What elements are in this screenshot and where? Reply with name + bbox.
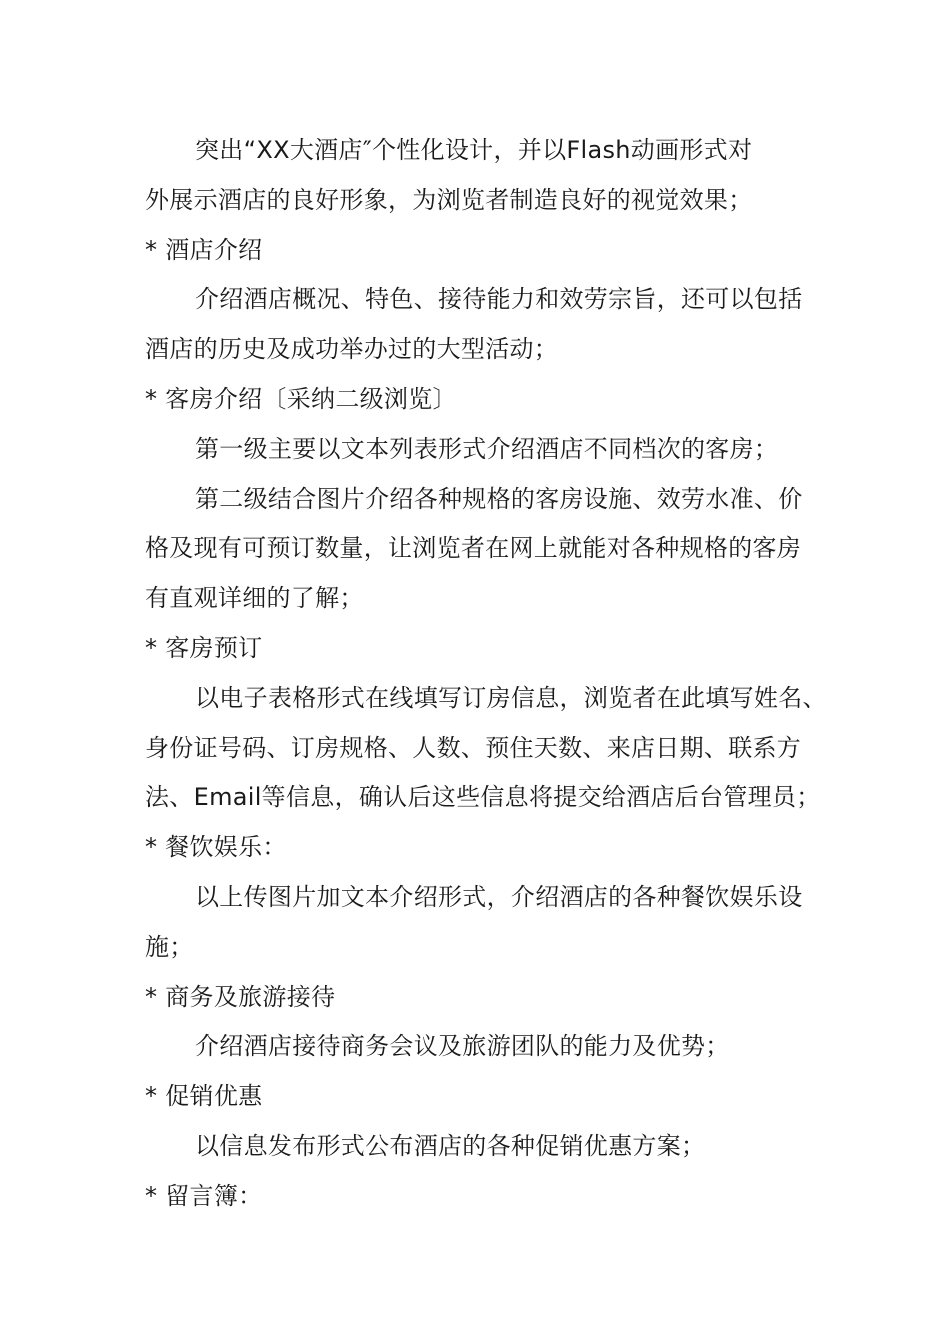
- paragraph-line: 施；: [145, 932, 194, 961]
- paragraph-line: 介绍酒店概况、特色、接待能力和效劳宗旨，还可以包括: [195, 285, 803, 314]
- paragraph-line: 第一级主要以文本列表形式介绍酒店不同档次的客房；: [195, 434, 779, 463]
- section-heading-business: * 商务及旅游接待: [145, 982, 336, 1011]
- paragraph-line: 法、Email等信息，确认后这些信息将提交给酒店后台管理员；: [145, 783, 821, 812]
- section-heading-room-booking: * 客房预订: [145, 633, 263, 662]
- section-heading-room-intro: * 客房介绍〔采纳二级浏览〕: [145, 384, 457, 413]
- paragraph-line: 以电子表格形式在线填写订房信息，浏览者在此填写姓名、: [195, 683, 827, 712]
- section-heading-guestbook: * 留言簿：: [145, 1181, 263, 1210]
- paragraph-line: 外展示酒店的良好形象，为浏览者制造良好的视觉效果；: [145, 185, 753, 214]
- paragraph-line: 格及现有可预订数量，让浏览者在网上就能对各种规格的客房: [145, 534, 802, 563]
- paragraph-line: 以上传图片加文本介绍形式，介绍酒店的各种餐饮娱乐设: [195, 882, 803, 911]
- paragraph-line: 身份证号码、订房规格、人数、预住天数、来店日期、联系方: [145, 733, 802, 762]
- paragraph-line: 以信息发布形式公布酒店的各种促销优惠方案；: [195, 1131, 706, 1160]
- paragraph-line: 介绍酒店接待商务会议及旅游团队的能力及优势；: [195, 1032, 730, 1061]
- paragraph-line: 突出“XX大酒店″个性化设计，并以Flash动画形式对: [195, 136, 753, 164]
- paragraph-line: 有直观详细的了解；: [145, 584, 364, 613]
- document-body: [145, 126, 855, 1222]
- section-heading-dining: * 餐饮娱乐：: [145, 833, 287, 862]
- section-heading-hotel-intro: * 酒店介绍: [145, 235, 263, 264]
- paragraph-line: 酒店的历史及成功举办过的大型活动；: [145, 335, 559, 364]
- paragraph-line: 第二级结合图片介绍各种规格的客房设施、效劳水准、价: [195, 484, 803, 513]
- section-heading-promotions: * 促销优惠: [145, 1082, 263, 1111]
